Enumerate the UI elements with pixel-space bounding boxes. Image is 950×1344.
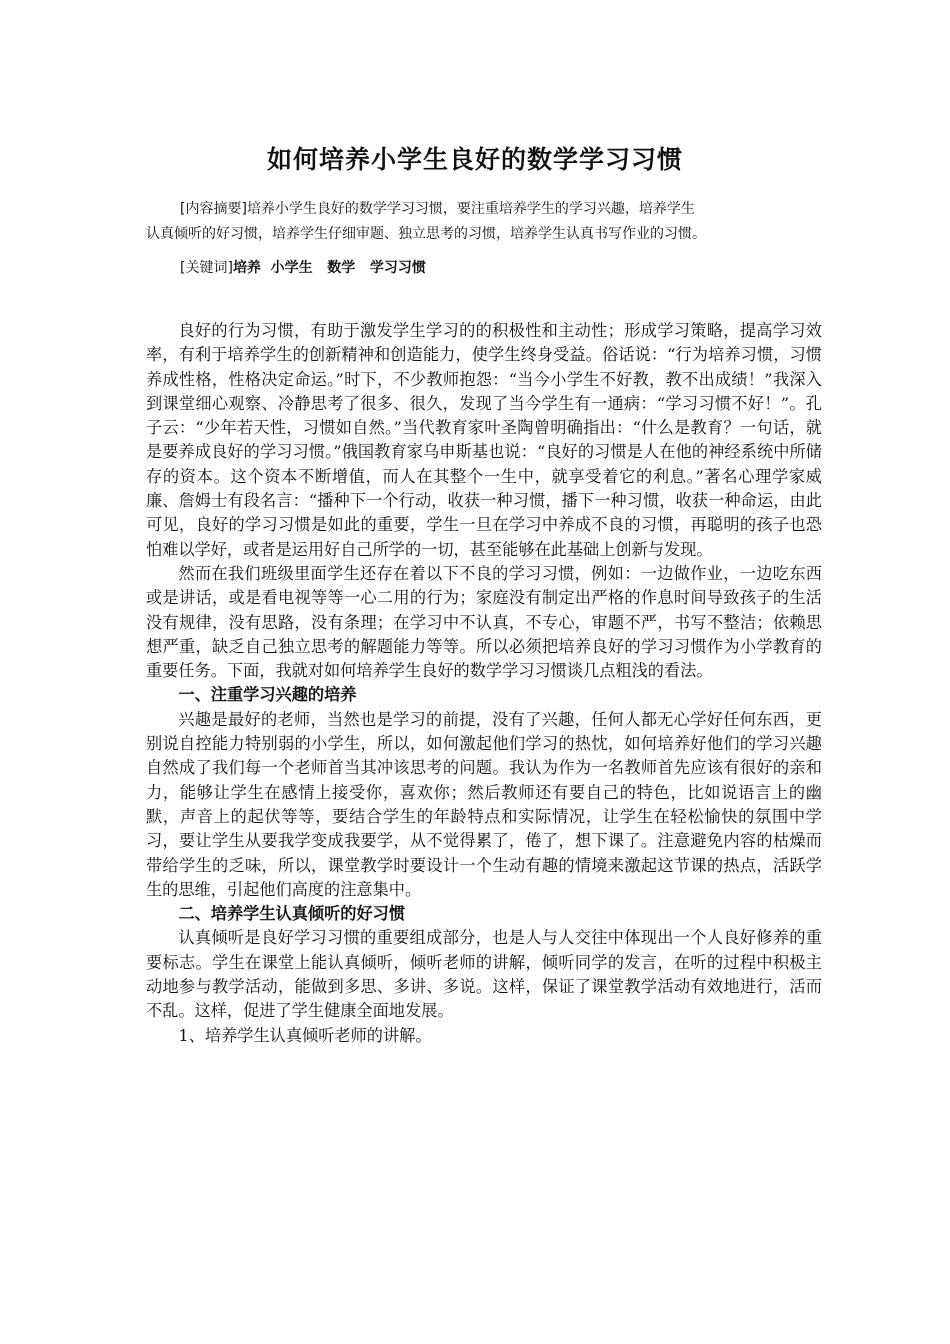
section-text-2: 认真倾听是良好学习习惯的重要组成部分，也是人与人交往中体现出一个人良好修养的重要标志。学生在课堂上能认真倾听，倾听老师的讲解，倾听同学的发言，在听的过程中积极主动地参与教学活动，能做到多思、多讲、多说。这样，保证了课堂教学活动有效地进行，活而不乱。这样，促进了学生健康全面地发展。 [146,928,822,1021]
abstract-label: [内容摘要] [180,201,247,217]
keywords [180,255,820,281]
abstract [146,197,816,247]
section-heading-2: 二、培养学生认真倾听的好习惯 [178,904,406,924]
section-heading-1: 一、注重学习兴趣的培养 [178,685,357,705]
subsection-heading-1: 1、培养学生认真倾听老师的讲解。 [178,1025,432,1045]
document-title: 如何培养小学生良好的数学学习习惯 [266,145,683,174]
paragraph-problems: 然而在我们班级里面学生还存在着以下不良的学习习惯，例如：一边做作业，一边吃东西或是讲话，或是看电视等等一心二用的行为；家庭没有制定出严格的作息时间导致孩子的生活没有规律，没有思路，没有条理；在学习中不认真，不专心，审题不严，书写不整洁；依赖思想严重，缺乏自己独立思考的解题能力等等。所以必须把培养良好的学习习惯作为小学教育的重要任务。下面，我就对如何培养学生良好的数学学习习惯谈几点粗浅的看法。 [146,563,822,681]
section-text-1: 兴趣是最好的老师，当然也是学习的前提，没有了兴趣，任何人都无心学好任何东西，更别说自控能力特别弱的小学生，所以，如何激起他们学习的热忱，如何培养好他们的学习兴趣自然成了我们每一个老师首当其冲该思考的问题。我认为作为一名教师首先应该有很好的亲和力，能够让学生在感情上接受你，喜欢你；然后教师还有要自己的特色，比如说语言上的幽默，声音上的起伏等等，要结合学生的年龄特点和实际情况，让学生在轻松愉快的氛围中学习，要让学生从要我学变成我要学，从不觉得累了，倦了，想下课了。注意避免内容的枯燥而带给学生的乏味，所以，课堂教学时要设计一个生动有趣的情境来激起这节课的热点，活跃学生的思维，引起他们高度的注意集中。 [146,709,822,899]
keywords-label: [关键词] [180,260,233,276]
keywords-text: 培养 小学生 数学 学习习惯 [232,260,426,276]
abstract-text-1: 培养小学生良好的数学学习习惯，要注重培养学生的学习兴趣，培养学生 [246,201,695,217]
abstract-text-2: 认真倾听的好习惯，培养学生仔细审题、独立思考的习惯，培养学生认真书写作业的习惯。 [146,226,706,242]
abstract-line-1 [146,197,816,222]
paragraph-intro: 良好的行为习惯，有助于激发学生学习的的积极性和主动性；形成学习策略，提高学习效率，有利于培养学生的创新精神和创造能力，使学生终身受益。俗话说：“行为培养习惯，习惯养成性格，性格决定命运。”时下，不少教师抱怨：“当今小学生不好教，教不出成绩！”我深入到课堂细心观察、冷静思考了很多、很久，发现了当今学生有一通病：“学习习惯不好！”。孔子云：“少年若天性，习惯如自然。”当代教育家叶圣陶曾明确指出：“什么是教育？一句话，就是要养成良好的学习习惯。”俄国教育家乌申斯基也说：“良好的习惯是人在他的神经系统中所储存的资本。这个资本不断增值，而人在其整个一生中，就享受着它的利息。”著名心理学家威廉、詹姆士有段名言：“播种下一个行动，收获一种习惯，播下一种习惯，收获一种命运，由此可见，良好的学习习惯是如此的重要，学生一旦在学习中养成不良的习惯，再聪明的孩子也恐怕难以学好，或者是运用好自己所学的一切，甚至能够在此基础上创新与发现。 [146,321,822,559]
document-body [146,319,822,1048]
